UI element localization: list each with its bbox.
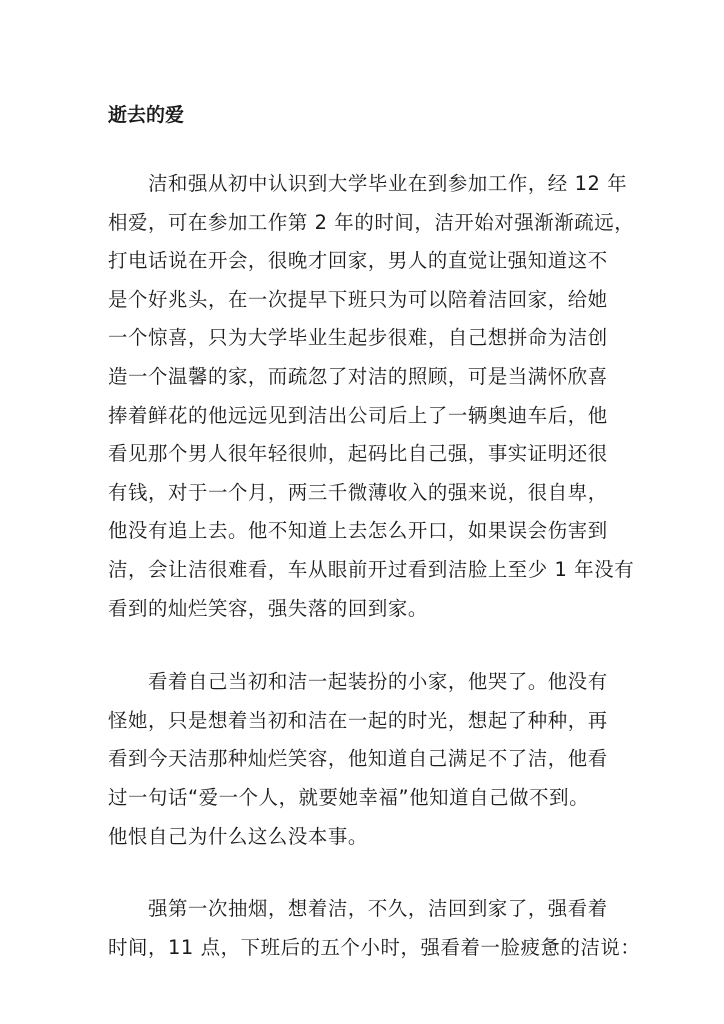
text-line: 造一个温馨的家，而疏忽了对洁的照顾，可是当满怀欣喜 xyxy=(108,364,608,388)
spacer xyxy=(108,856,628,890)
text-line: 过一句话“爱一个人，就要她幸福”他知道自己做不到。 xyxy=(108,785,590,809)
spacer xyxy=(108,628,628,663)
text-line: 洁和强从初中认识到大学毕业在到参加工作，经 12 年 xyxy=(148,172,628,195)
text-line: 时间，11 点，下班后的五个小时，强看着一脸疲惫的洁说： xyxy=(108,935,641,959)
text-line: 他没有追上去。他不知道上去怎么开口，如果误会伤害到 xyxy=(108,519,608,543)
text-line: 打电话说在开会，很晚才回家，男人的直觉让强知道这不 xyxy=(108,249,608,273)
text-line: 看到今天洁那种灿烂笑容，他知道自己满足不了洁，他看 xyxy=(108,747,608,771)
text-line: 强第一次抽烟，想着洁，不久，洁回到家了，强看着 xyxy=(148,897,608,921)
text-line: 洁，会让洁很难看，车从眼前开过看到洁脸上至少 1 年没有 xyxy=(108,557,635,581)
paragraph-2 xyxy=(108,663,628,856)
document-page xyxy=(108,100,641,967)
text-line: 怪她，只是想着当初和洁在一起的时光，想起了种种，再 xyxy=(108,708,608,732)
paragraph-1 xyxy=(108,165,635,628)
text-line: 他恨自己为什么这么没本事。 xyxy=(108,824,368,848)
text-line: 捧着鲜花的他远远见到洁出公司后上了一辆奥迪车后，他 xyxy=(108,403,608,427)
text-line: 相爱，可在参加工作第 2 年的时间，洁开始对强渐渐疏远， xyxy=(108,210,635,234)
text-line: 看着自己当初和洁一起装扮的小家，他哭了。他没有 xyxy=(148,670,608,694)
text-line: 有钱，对于一个月，两三千微薄收入的强来说，很自卑， xyxy=(108,480,608,504)
text-line: 看见那个男人很年轻很帅，起码比自己强，事实证明还很 xyxy=(108,442,608,466)
text-line: 是个好兆头，在一次提早下班只为可以陪着洁回家，给她 xyxy=(108,287,608,311)
text-line: 看到的灿烂笑容，强失落的回到家。 xyxy=(108,596,428,620)
paragraph-3 xyxy=(108,890,641,967)
document-title: 逝去的爱 xyxy=(108,104,185,126)
text-line: 一个惊喜，只为大学毕业生起步很难，自己想拼命为洁创 xyxy=(108,326,608,350)
spacer xyxy=(108,130,628,165)
